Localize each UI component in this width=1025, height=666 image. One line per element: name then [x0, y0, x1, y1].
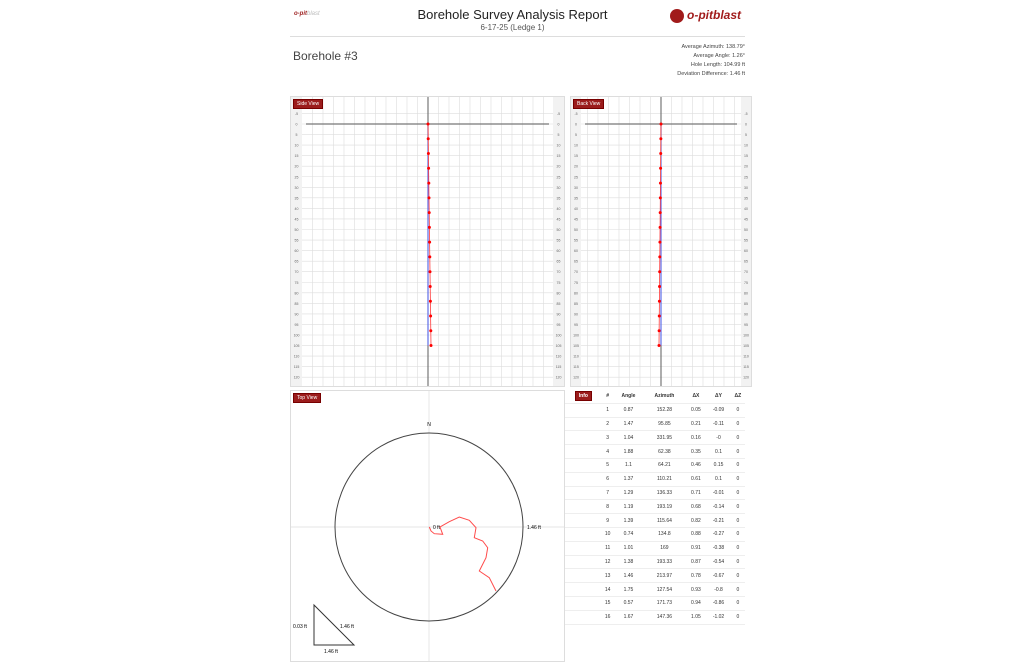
table-cell: 1.38	[614, 555, 644, 569]
table-cell: 0.74	[614, 527, 644, 541]
side-view-panel	[290, 96, 565, 387]
table-cell: -0.8	[706, 583, 730, 597]
borehole-title: Borehole #3	[293, 49, 358, 63]
table-cell: 0.46	[686, 458, 707, 472]
triangle-vertical-label: 0.03 ft	[293, 624, 307, 630]
triangle-hyp-label: 1.46 ft	[340, 624, 354, 630]
table-cell: 0.82	[686, 514, 707, 528]
table-row	[565, 486, 745, 500]
back-depth-tick: 65	[744, 259, 748, 264]
back-depth-tick: 120	[743, 375, 749, 380]
back-depth-tick: 5	[575, 133, 577, 138]
back-depth-tick: 15	[574, 154, 578, 159]
north-label: N	[427, 422, 431, 428]
back-depth-tick: 40	[744, 206, 748, 211]
column-header: ΔZ	[731, 390, 745, 403]
back-survey-point	[660, 123, 663, 126]
side-depth-tick: 100	[555, 333, 562, 338]
back-depth-tick: 80	[744, 291, 748, 296]
table-cell: 331.95	[643, 431, 685, 445]
side-depth-tick: 20	[294, 164, 299, 169]
top-view-panel	[290, 390, 565, 662]
back-depth-tick: 20	[574, 164, 578, 169]
table-cell: 0.78	[686, 569, 707, 583]
table-cell: 0	[731, 403, 745, 417]
back-depth-tick: 60	[574, 249, 578, 254]
table-cell: 1.47	[614, 417, 644, 431]
table-cell: 0	[731, 445, 745, 459]
column-header: ΔX	[686, 390, 707, 403]
table-cell: 0.05	[686, 403, 707, 417]
table-cell: -0	[706, 431, 730, 445]
side-survey-point	[427, 182, 430, 185]
table-cell: 5	[602, 458, 614, 472]
back-depth-tick: 70	[744, 270, 748, 275]
side-depth-tick: 60	[556, 249, 561, 254]
side-survey-point	[428, 226, 431, 229]
side-depth-tick: 40	[556, 206, 561, 211]
table-cell: -0.54	[706, 555, 730, 569]
back-depth-tick: 95	[574, 322, 578, 327]
back-depth-tick: 100	[573, 333, 579, 338]
table-row	[565, 569, 745, 583]
table-cell: 0	[731, 527, 745, 541]
stat-avg-azimuth: Average Azimuth: 138.79°	[681, 44, 745, 50]
report-page	[280, 0, 749, 657]
back-survey-point	[659, 152, 662, 155]
table-cell: 0.35	[686, 445, 707, 459]
side-depth-tick: 45	[294, 217, 299, 222]
table-cell: 136.33	[643, 486, 685, 500]
side-survey-point	[429, 300, 432, 303]
back-depth-tick: -5	[744, 111, 748, 116]
side-depth-tick: 10	[556, 143, 561, 148]
side-depth-tick: -5	[556, 111, 561, 116]
table-cell: 6	[602, 472, 614, 486]
side-depth-tick: 40	[294, 206, 299, 211]
table-cell: 193.33	[643, 555, 685, 569]
back-view-chart	[571, 97, 751, 386]
column-header: ΔY	[706, 390, 730, 403]
table-cell: 95.85	[643, 417, 685, 431]
top-view-label: Top View	[293, 393, 321, 403]
side-depth-tick: 15	[294, 154, 299, 159]
stat-hole-length: Hole Length: 104.99 ft	[690, 62, 745, 68]
back-depth-tick: 55	[574, 238, 578, 243]
table-cell: -0.86	[706, 596, 730, 610]
table-cell: 0.93	[686, 583, 707, 597]
back-depth-tick: 30	[744, 185, 748, 190]
back-depth-tick: 30	[574, 185, 578, 190]
table-row	[565, 403, 745, 417]
side-depth-tick: 45	[556, 217, 561, 222]
table-cell: 0	[731, 555, 745, 569]
table-cell: 62.38	[643, 445, 685, 459]
side-depth-tick: 35	[556, 196, 561, 201]
back-depth-tick: 60	[744, 249, 748, 254]
back-depth-tick: 75	[574, 280, 578, 285]
table-cell: 7	[602, 486, 614, 500]
table-cell: 0.88	[686, 527, 707, 541]
table-cell: 0.57	[614, 596, 644, 610]
back-depth-tick: 10	[744, 143, 748, 148]
back-depth-tick: 120	[573, 375, 579, 380]
side-survey-point	[428, 255, 431, 258]
side-survey-point	[428, 196, 431, 199]
table-cell: 1.1	[614, 458, 644, 472]
triangle-base-label: 1.46 ft	[324, 649, 338, 655]
side-survey-point	[427, 167, 430, 170]
side-depth-tick: 95	[556, 322, 561, 327]
table-cell: 3	[602, 431, 614, 445]
table-row	[565, 583, 745, 597]
table-row	[565, 445, 745, 459]
table-cell: 213.97	[643, 569, 685, 583]
table-cell: 1.29	[614, 486, 644, 500]
table-cell: 115.64	[643, 514, 685, 528]
back-depth-tick: 5	[745, 133, 747, 138]
table-cell: 0	[731, 583, 745, 597]
table-cell: 0	[731, 486, 745, 500]
back-depth-tick: 105	[573, 344, 579, 349]
back-depth-tick: 110	[573, 354, 579, 359]
side-depth-tick: 80	[294, 291, 299, 296]
table-row	[565, 458, 745, 472]
table-row	[565, 596, 745, 610]
column-header: Azimuth	[643, 390, 685, 403]
side-survey-point	[427, 123, 430, 126]
table-cell: 14	[602, 583, 614, 597]
side-depth-tick: 30	[294, 185, 299, 190]
column-header: Angle	[614, 390, 644, 403]
table-cell: 171.73	[643, 596, 685, 610]
back-survey-point	[659, 182, 662, 185]
back-survey-point	[658, 344, 661, 347]
table-cell: 0.91	[686, 541, 707, 555]
radius-label: 1.46 ft	[527, 525, 541, 531]
back-depth-tick: 115	[743, 365, 749, 370]
table-cell: 1.46	[614, 569, 644, 583]
stat-avg-angle: Average Angle: 1.26°	[693, 53, 745, 59]
back-depth-tick: 50	[574, 228, 578, 232]
back-depth-tick: 70	[574, 270, 578, 275]
divider	[290, 36, 745, 37]
table-row	[565, 431, 745, 445]
back-depth-tick: 115	[573, 365, 579, 370]
table-cell: -0.21	[706, 514, 730, 528]
side-depth-tick: 80	[556, 291, 561, 296]
back-depth-tick: 0	[575, 122, 577, 127]
table-cell: 169	[643, 541, 685, 555]
table-cell: 0.87	[614, 403, 644, 417]
survey-table	[565, 390, 745, 625]
side-survey-point	[427, 137, 430, 140]
side-depth-tick: 100	[293, 333, 300, 338]
side-depth-tick: 70	[294, 270, 299, 275]
table-cell: -0.11	[706, 417, 730, 431]
side-depth-tick: 30	[556, 185, 561, 190]
table-cell: -0.67	[706, 569, 730, 583]
table-cell: 0.68	[686, 500, 707, 514]
side-survey-point	[428, 241, 431, 244]
table-cell: 0.1	[706, 445, 730, 459]
table-cell: 0.21	[686, 417, 707, 431]
table-cell: 0.1	[706, 472, 730, 486]
side-depth-tick: 120	[555, 375, 562, 380]
table-cell: 110.21	[643, 472, 685, 486]
table-cell: 1.05	[686, 610, 707, 624]
back-depth-tick: 35	[744, 196, 748, 201]
back-survey-point	[658, 315, 661, 318]
side-depth-tick: 25	[556, 175, 561, 180]
table-row	[565, 472, 745, 486]
back-survey-point	[658, 285, 661, 288]
back-depth-tick: 85	[744, 301, 748, 306]
back-depth-tick: 110	[743, 354, 749, 359]
table-cell: 134.8	[643, 527, 685, 541]
table-cell: 0.15	[706, 458, 730, 472]
table-cell: 0	[731, 514, 745, 528]
side-view-chart	[291, 97, 564, 386]
table-row	[565, 610, 745, 624]
back-survey-point	[659, 196, 662, 199]
side-depth-tick: 65	[556, 259, 561, 264]
back-depth-tick: 45	[744, 217, 748, 222]
back-survey-point	[658, 329, 661, 332]
back-depth-tick: 55	[744, 238, 748, 243]
table-cell: 1.88	[614, 445, 644, 459]
table-cell: 1.39	[614, 514, 644, 528]
table-cell: 1.67	[614, 610, 644, 624]
small-logo: o-pitblast	[294, 11, 320, 17]
back-survey-point	[658, 255, 661, 258]
back-view-label: Back View	[573, 99, 604, 109]
side-survey-point	[429, 270, 432, 273]
report-subtitle: 6-17-25 (Ledge 1)	[480, 23, 545, 32]
side-depth-tick: 10	[294, 143, 299, 148]
back-survey-point	[659, 226, 662, 229]
back-depth-tick: 90	[744, 312, 748, 317]
table-cell: 12	[602, 555, 614, 569]
side-depth-tick: 0	[295, 122, 298, 127]
table-cell: 11	[602, 541, 614, 555]
table-cell: -0.09	[706, 403, 730, 417]
table-row	[565, 555, 745, 569]
side-survey-point	[429, 285, 432, 288]
side-depth-tick: 115	[293, 365, 300, 370]
side-depth-tick: 50	[556, 228, 561, 232]
side-survey-point	[430, 344, 433, 347]
side-depth-tick: 75	[294, 280, 299, 285]
table-cell: 0	[731, 500, 745, 514]
table-cell: 9	[602, 514, 614, 528]
table-cell: 1.75	[614, 583, 644, 597]
side-depth-tick: 105	[555, 344, 562, 349]
back-depth-tick: 95	[744, 322, 748, 327]
side-depth-tick: 75	[556, 280, 561, 285]
table-cell: 1.19	[614, 500, 644, 514]
back-depth-tick: 90	[574, 312, 578, 317]
report-title: Borehole Survey Analysis Report	[417, 7, 608, 22]
side-depth-tick: 90	[294, 312, 299, 317]
side-depth-tick: 120	[293, 375, 300, 380]
back-depth-tick: 35	[574, 196, 578, 201]
center-label: 0 ft	[433, 525, 440, 531]
table-cell: 15	[602, 596, 614, 610]
side-survey-point	[429, 329, 432, 332]
table-cell: 16	[602, 610, 614, 624]
table-row	[565, 514, 745, 528]
back-depth-tick: -5	[574, 111, 578, 116]
table-row	[565, 417, 745, 431]
table-cell: 147.36	[643, 610, 685, 624]
table-cell: 0	[731, 458, 745, 472]
back-depth-tick: 25	[744, 175, 748, 180]
back-depth-tick: 65	[574, 259, 578, 264]
back-depth-tick: 20	[744, 164, 748, 169]
table-cell: 0.87	[686, 555, 707, 569]
back-depth-tick: 0	[745, 122, 747, 127]
column-header: #	[602, 390, 614, 403]
table-cell: 1.04	[614, 431, 644, 445]
info-label: Info	[575, 391, 592, 401]
stat-deviation: Deviation Difference: 1.46 ft	[677, 71, 745, 77]
table-cell: 0	[731, 569, 745, 583]
back-survey-point	[658, 270, 661, 273]
side-depth-tick: -5	[294, 111, 299, 116]
table-row	[565, 500, 745, 514]
table-cell: 193.19	[643, 500, 685, 514]
side-depth-tick: 110	[555, 354, 562, 359]
back-depth-tick: 25	[574, 175, 578, 180]
table-cell: -1.02	[706, 610, 730, 624]
back-depth-tick: 40	[574, 206, 578, 211]
side-depth-tick: 55	[556, 238, 561, 243]
side-depth-tick: 35	[294, 196, 299, 201]
table-cell: 4	[602, 445, 614, 459]
side-depth-tick: 110	[293, 354, 300, 359]
side-depth-tick: 70	[556, 270, 561, 275]
back-depth-tick: 100	[743, 333, 749, 338]
back-survey-point	[659, 137, 662, 140]
table-cell: 0.16	[686, 431, 707, 445]
side-depth-tick: 0	[557, 122, 560, 127]
table-cell: 0	[731, 431, 745, 445]
table-cell: 1	[602, 403, 614, 417]
table-cell: 0	[731, 472, 745, 486]
back-survey-point	[658, 300, 661, 303]
side-depth-tick: 15	[556, 154, 561, 159]
back-depth-tick: 75	[744, 280, 748, 285]
side-survey-point	[427, 152, 430, 155]
table-cell: 2	[602, 417, 614, 431]
back-depth-tick: 10	[574, 143, 578, 148]
table-cell: 0.61	[686, 472, 707, 486]
table-cell: 64.21	[643, 458, 685, 472]
back-depth-tick: 80	[574, 291, 578, 296]
side-depth-tick: 95	[294, 322, 299, 327]
table-cell: 0	[731, 417, 745, 431]
side-depth-tick: 20	[556, 164, 561, 169]
brand-logo: o-pitblast	[670, 8, 741, 23]
side-depth-tick: 85	[556, 301, 561, 306]
side-survey-point	[429, 315, 432, 318]
back-survey-point	[659, 211, 662, 214]
table-cell: 13	[602, 569, 614, 583]
table-cell: 0	[731, 596, 745, 610]
table-cell: -0.14	[706, 500, 730, 514]
side-survey-point	[428, 211, 431, 214]
back-depth-tick: 50	[744, 228, 748, 232]
side-view-label: Side View	[293, 99, 323, 109]
table-cell: 152.28	[643, 403, 685, 417]
back-depth-tick: 85	[574, 301, 578, 306]
back-survey-point	[658, 241, 661, 244]
side-depth-tick: 65	[294, 259, 299, 264]
back-depth-tick: 15	[744, 154, 748, 159]
side-depth-tick: 55	[294, 238, 299, 243]
side-depth-tick: 90	[556, 312, 561, 317]
side-depth-tick: 50	[294, 228, 299, 232]
borehole-stats	[677, 43, 745, 79]
table-cell: 10	[602, 527, 614, 541]
table-row	[565, 541, 745, 555]
table-cell: -0.38	[706, 541, 730, 555]
table-cell: 8	[602, 500, 614, 514]
back-survey-point	[659, 167, 662, 170]
side-depth-tick: 60	[294, 249, 299, 254]
table-row	[565, 527, 745, 541]
back-depth-tick: 105	[743, 344, 749, 349]
table-cell: 0.94	[686, 596, 707, 610]
side-depth-tick: 115	[555, 365, 562, 370]
table-cell: 0.71	[686, 486, 707, 500]
top-view-chart	[291, 391, 564, 661]
side-depth-tick: 25	[294, 175, 299, 180]
back-depth-tick: 45	[574, 217, 578, 222]
side-depth-tick: 5	[557, 133, 560, 138]
survey-table-panel	[565, 390, 745, 625]
side-depth-tick: 85	[294, 301, 299, 306]
table-cell: 0	[731, 541, 745, 555]
back-view-panel	[570, 96, 752, 387]
brand-icon	[670, 9, 684, 23]
table-cell: -0.27	[706, 527, 730, 541]
side-depth-tick: 105	[293, 344, 300, 349]
table-cell: -0.01	[706, 486, 730, 500]
table-cell: 1.01	[614, 541, 644, 555]
side-depth-tick: 5	[295, 133, 298, 138]
table-cell: 127.54	[643, 583, 685, 597]
table-cell: 0	[731, 610, 745, 624]
table-cell: 1.37	[614, 472, 644, 486]
